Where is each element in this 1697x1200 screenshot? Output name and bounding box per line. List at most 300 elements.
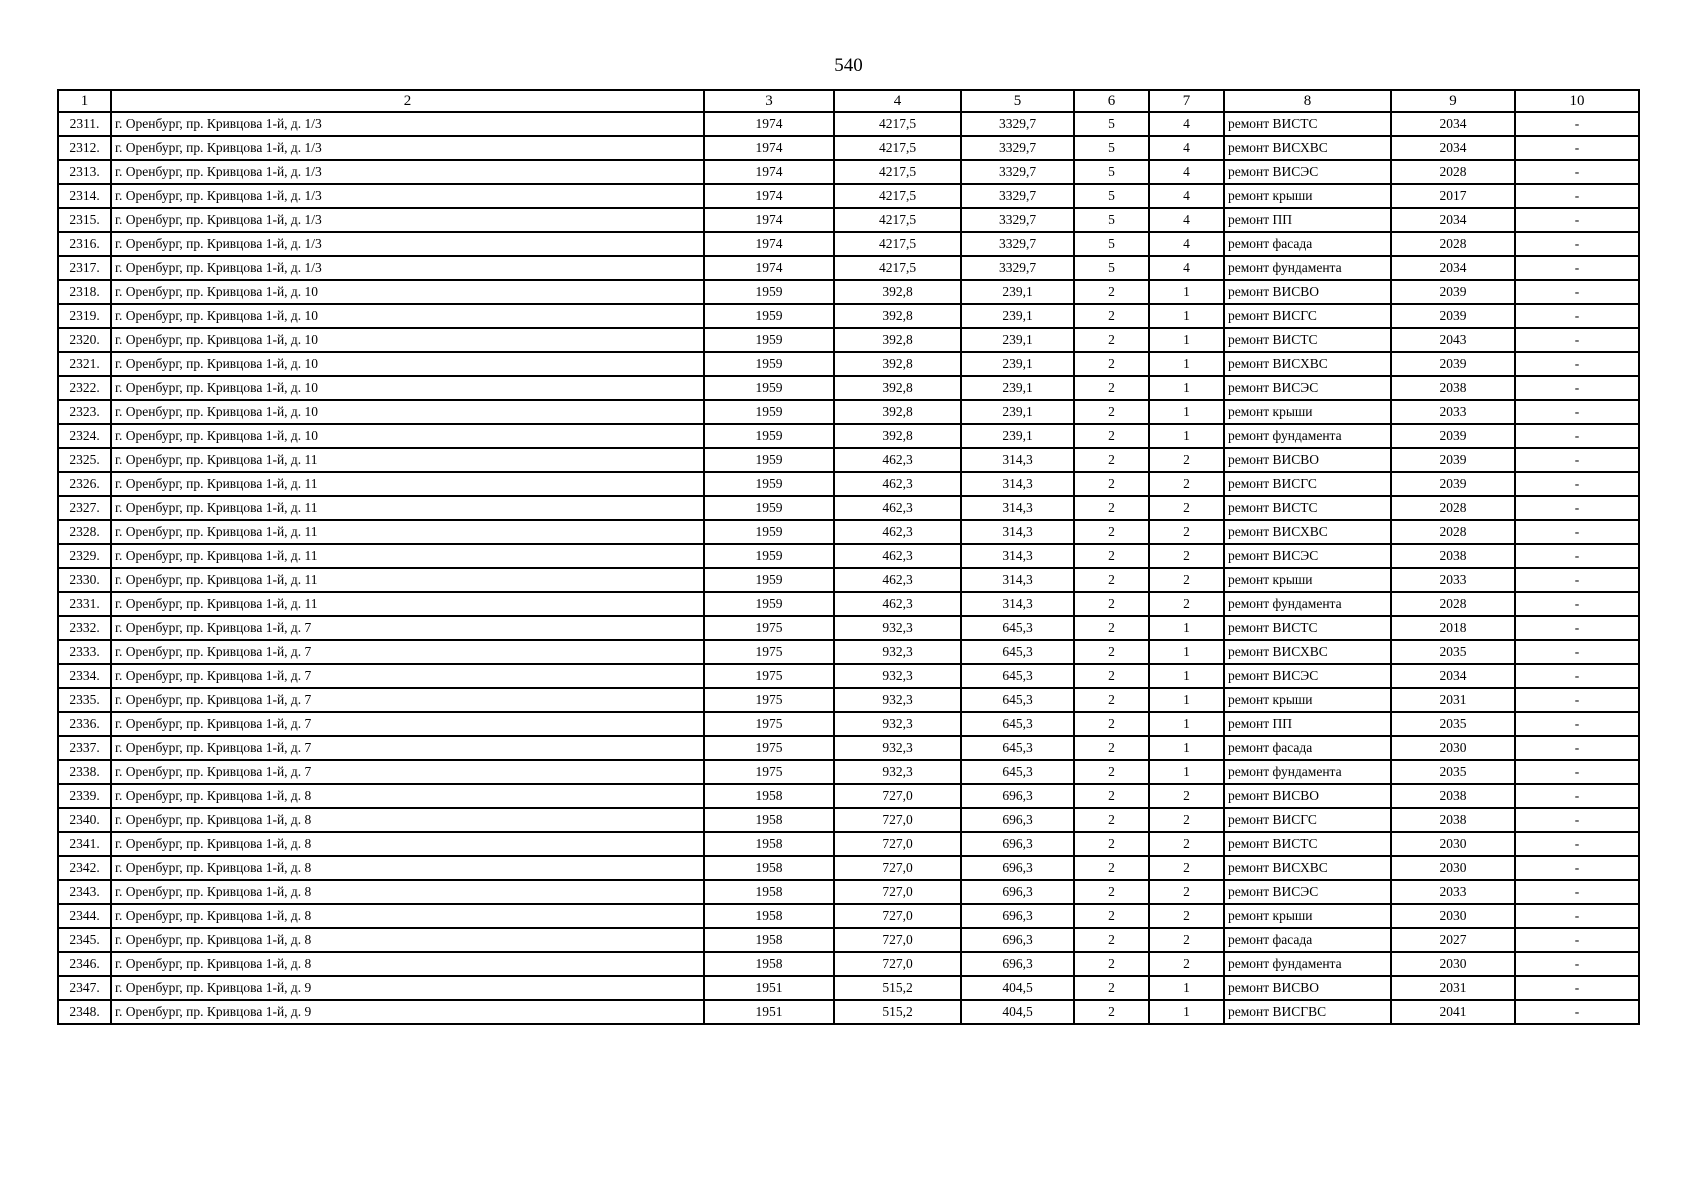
cell-note: - [1515, 736, 1639, 760]
cell-row-number: 2330. [58, 568, 111, 592]
cell-planned-year: 2039 [1391, 280, 1515, 304]
cell-total-area: 727,0 [834, 880, 961, 904]
cell-work-type: ремонт крыши [1224, 568, 1391, 592]
cell-floors: 5 [1074, 184, 1149, 208]
cell-total-area: 932,3 [834, 736, 961, 760]
cell-total-area: 392,8 [834, 304, 961, 328]
cell-note: - [1515, 1000, 1639, 1024]
cell-entrances: 2 [1149, 808, 1224, 832]
cell-planned-year: 2034 [1391, 208, 1515, 232]
cell-floors: 2 [1074, 448, 1149, 472]
cell-floors: 2 [1074, 376, 1149, 400]
cell-note: - [1515, 472, 1639, 496]
cell-address: г. Оренбург, пр. Кривцова 1-й, д. 1/3 [111, 160, 704, 184]
cell-note: - [1515, 592, 1639, 616]
table-row [58, 232, 1639, 256]
cell-entrances: 1 [1149, 688, 1224, 712]
repair-schedule-table [57, 89, 1640, 1025]
cell-total-area: 462,3 [834, 568, 961, 592]
cell-build-year: 1959 [704, 496, 834, 520]
cell-entrances: 1 [1149, 376, 1224, 400]
cell-address: г. Оренбург, пр. Кривцова 1-й, д. 7 [111, 736, 704, 760]
cell-build-year: 1959 [704, 448, 834, 472]
cell-build-year: 1958 [704, 856, 834, 880]
cell-note: - [1515, 400, 1639, 424]
cell-address: г. Оренбург, пр. Кривцова 1-й, д. 10 [111, 376, 704, 400]
cell-floors: 5 [1074, 160, 1149, 184]
cell-living-area: 314,3 [961, 448, 1074, 472]
cell-floors: 2 [1074, 616, 1149, 640]
cell-total-area: 4217,5 [834, 112, 961, 136]
cell-address: г. Оренбург, пр. Кривцова 1-й, д. 7 [111, 664, 704, 688]
cell-total-area: 932,3 [834, 664, 961, 688]
cell-total-area: 462,3 [834, 472, 961, 496]
cell-entrances: 2 [1149, 520, 1224, 544]
table-row [58, 400, 1639, 424]
cell-total-area: 392,8 [834, 400, 961, 424]
cell-total-area: 392,8 [834, 280, 961, 304]
cell-address: г. Оренбург, пр. Кривцова 1-й, д. 1/3 [111, 232, 704, 256]
cell-address: г. Оренбург, пр. Кривцова 1-й, д. 10 [111, 424, 704, 448]
cell-build-year: 1958 [704, 952, 834, 976]
table-row [58, 568, 1639, 592]
cell-total-area: 392,8 [834, 352, 961, 376]
cell-living-area: 3329,7 [961, 136, 1074, 160]
cell-address: г. Оренбург, пр. Кривцова 1-й, д. 8 [111, 808, 704, 832]
table-row [58, 832, 1639, 856]
column-header-4: 4 [834, 90, 961, 112]
cell-total-area: 4217,5 [834, 160, 961, 184]
cell-row-number: 2328. [58, 520, 111, 544]
cell-build-year: 1974 [704, 256, 834, 280]
cell-living-area: 645,3 [961, 736, 1074, 760]
cell-entrances: 2 [1149, 544, 1224, 568]
cell-floors: 2 [1074, 1000, 1149, 1024]
cell-note: - [1515, 664, 1639, 688]
cell-floors: 2 [1074, 904, 1149, 928]
cell-floors: 2 [1074, 712, 1149, 736]
cell-entrances: 4 [1149, 184, 1224, 208]
cell-total-area: 932,3 [834, 760, 961, 784]
cell-floors: 2 [1074, 760, 1149, 784]
cell-address: г. Оренбург, пр. Кривцова 1-й, д. 11 [111, 568, 704, 592]
cell-living-area: 239,1 [961, 424, 1074, 448]
cell-build-year: 1959 [704, 280, 834, 304]
cell-note: - [1515, 424, 1639, 448]
cell-floors: 2 [1074, 496, 1149, 520]
cell-total-area: 392,8 [834, 424, 961, 448]
cell-entrances: 1 [1149, 352, 1224, 376]
table-row [58, 352, 1639, 376]
cell-floors: 5 [1074, 232, 1149, 256]
table-header [58, 90, 1639, 112]
cell-planned-year: 2033 [1391, 400, 1515, 424]
cell-build-year: 1959 [704, 568, 834, 592]
cell-note: - [1515, 280, 1639, 304]
cell-work-type: ремонт ВИСХВС [1224, 640, 1391, 664]
cell-note: - [1515, 496, 1639, 520]
cell-work-type: ремонт фундамента [1224, 952, 1391, 976]
cell-work-type: ремонт ВИСЭС [1224, 544, 1391, 568]
cell-note: - [1515, 976, 1639, 1000]
cell-planned-year: 2030 [1391, 904, 1515, 928]
cell-address: г. Оренбург, пр. Кривцова 1-й, д. 8 [111, 784, 704, 808]
cell-build-year: 1959 [704, 544, 834, 568]
cell-total-area: 462,3 [834, 520, 961, 544]
cell-planned-year: 2033 [1391, 568, 1515, 592]
cell-work-type: ремонт фундамента [1224, 760, 1391, 784]
cell-address: г. Оренбург, пр. Кривцова 1-й, д. 7 [111, 760, 704, 784]
cell-floors: 2 [1074, 880, 1149, 904]
cell-note: - [1515, 952, 1639, 976]
cell-note: - [1515, 568, 1639, 592]
cell-work-type: ремонт ВИСВО [1224, 448, 1391, 472]
cell-row-number: 2339. [58, 784, 111, 808]
cell-note: - [1515, 808, 1639, 832]
cell-floors: 5 [1074, 208, 1149, 232]
cell-total-area: 462,3 [834, 592, 961, 616]
table-row [58, 856, 1639, 880]
cell-entrances: 2 [1149, 880, 1224, 904]
cell-entrances: 2 [1149, 928, 1224, 952]
cell-entrances: 1 [1149, 712, 1224, 736]
cell-living-area: 696,3 [961, 784, 1074, 808]
table-row [58, 712, 1639, 736]
cell-row-number: 2321. [58, 352, 111, 376]
cell-note: - [1515, 784, 1639, 808]
cell-work-type: ремонт фундамента [1224, 256, 1391, 280]
cell-total-area: 932,3 [834, 616, 961, 640]
cell-total-area: 4217,5 [834, 184, 961, 208]
cell-planned-year: 2033 [1391, 880, 1515, 904]
cell-note: - [1515, 184, 1639, 208]
cell-work-type: ремонт ВИСГС [1224, 808, 1391, 832]
cell-row-number: 2319. [58, 304, 111, 328]
table-row [58, 736, 1639, 760]
cell-floors: 2 [1074, 856, 1149, 880]
cell-note: - [1515, 880, 1639, 904]
table-row [58, 640, 1639, 664]
cell-floors: 2 [1074, 688, 1149, 712]
cell-floors: 2 [1074, 400, 1149, 424]
cell-living-area: 314,3 [961, 496, 1074, 520]
cell-work-type: ремонт крыши [1224, 904, 1391, 928]
cell-total-area: 515,2 [834, 976, 961, 1000]
table-row [58, 976, 1639, 1000]
column-header-3: 3 [704, 90, 834, 112]
cell-build-year: 1974 [704, 232, 834, 256]
table-row [58, 952, 1639, 976]
cell-total-area: 4217,5 [834, 136, 961, 160]
cell-work-type: ремонт крыши [1224, 688, 1391, 712]
cell-note: - [1515, 856, 1639, 880]
cell-planned-year: 2041 [1391, 1000, 1515, 1024]
column-header-10: 10 [1515, 90, 1639, 112]
cell-work-type: ремонт ВИСТС [1224, 496, 1391, 520]
cell-planned-year: 2031 [1391, 688, 1515, 712]
cell-floors: 2 [1074, 808, 1149, 832]
cell-row-number: 2318. [58, 280, 111, 304]
cell-row-number: 2335. [58, 688, 111, 712]
cell-total-area: 727,0 [834, 832, 961, 856]
cell-row-number: 2320. [58, 328, 111, 352]
cell-work-type: ремонт ВИСТС [1224, 328, 1391, 352]
cell-build-year: 1974 [704, 112, 834, 136]
cell-floors: 2 [1074, 328, 1149, 352]
cell-entrances: 2 [1149, 784, 1224, 808]
cell-build-year: 1975 [704, 736, 834, 760]
cell-note: - [1515, 208, 1639, 232]
table-row [58, 760, 1639, 784]
cell-row-number: 2347. [58, 976, 111, 1000]
cell-note: - [1515, 448, 1639, 472]
cell-address: г. Оренбург, пр. Кривцова 1-й, д. 11 [111, 496, 704, 520]
cell-row-number: 2327. [58, 496, 111, 520]
cell-floors: 2 [1074, 352, 1149, 376]
cell-living-area: 645,3 [961, 616, 1074, 640]
cell-build-year: 1959 [704, 304, 834, 328]
cell-address: г. Оренбург, пр. Кривцова 1-й, д. 1/3 [111, 112, 704, 136]
cell-entrances: 2 [1149, 496, 1224, 520]
cell-entrances: 1 [1149, 280, 1224, 304]
cell-address: г. Оренбург, пр. Кривцова 1-й, д. 8 [111, 880, 704, 904]
cell-entrances: 4 [1149, 160, 1224, 184]
cell-planned-year: 2039 [1391, 424, 1515, 448]
cell-entrances: 2 [1149, 904, 1224, 928]
cell-entrances: 2 [1149, 472, 1224, 496]
cell-planned-year: 2039 [1391, 352, 1515, 376]
cell-floors: 2 [1074, 952, 1149, 976]
cell-build-year: 1959 [704, 328, 834, 352]
cell-entrances: 2 [1149, 832, 1224, 856]
cell-planned-year: 2028 [1391, 232, 1515, 256]
cell-build-year: 1974 [704, 208, 834, 232]
cell-build-year: 1974 [704, 136, 834, 160]
cell-note: - [1515, 232, 1639, 256]
cell-note: - [1515, 136, 1639, 160]
cell-total-area: 727,0 [834, 928, 961, 952]
cell-work-type: ремонт крыши [1224, 400, 1391, 424]
cell-planned-year: 2028 [1391, 592, 1515, 616]
cell-living-area: 404,5 [961, 1000, 1074, 1024]
cell-build-year: 1958 [704, 832, 834, 856]
cell-row-number: 2311. [58, 112, 111, 136]
table-row [58, 784, 1639, 808]
cell-entrances: 1 [1149, 664, 1224, 688]
cell-work-type: ремонт ПП [1224, 712, 1391, 736]
cell-entrances: 1 [1149, 640, 1224, 664]
cell-note: - [1515, 616, 1639, 640]
cell-planned-year: 2034 [1391, 112, 1515, 136]
cell-entrances: 1 [1149, 328, 1224, 352]
cell-row-number: 2326. [58, 472, 111, 496]
cell-floors: 5 [1074, 136, 1149, 160]
cell-work-type: ремонт крыши [1224, 184, 1391, 208]
cell-build-year: 1974 [704, 184, 834, 208]
cell-work-type: ремонт ВИСГС [1224, 472, 1391, 496]
cell-total-area: 727,0 [834, 784, 961, 808]
cell-note: - [1515, 520, 1639, 544]
cell-row-number: 2342. [58, 856, 111, 880]
cell-row-number: 2341. [58, 832, 111, 856]
cell-work-type: ремонт фасада [1224, 736, 1391, 760]
cell-planned-year: 2035 [1391, 712, 1515, 736]
cell-total-area: 462,3 [834, 544, 961, 568]
cell-living-area: 645,3 [961, 640, 1074, 664]
cell-entrances: 2 [1149, 952, 1224, 976]
cell-total-area: 515,2 [834, 1000, 961, 1024]
cell-note: - [1515, 328, 1639, 352]
cell-living-area: 696,3 [961, 928, 1074, 952]
cell-floors: 2 [1074, 568, 1149, 592]
cell-total-area: 4217,5 [834, 208, 961, 232]
cell-floors: 2 [1074, 424, 1149, 448]
cell-floors: 5 [1074, 256, 1149, 280]
cell-build-year: 1959 [704, 592, 834, 616]
column-header-5: 5 [961, 90, 1074, 112]
cell-living-area: 696,3 [961, 832, 1074, 856]
cell-total-area: 392,8 [834, 376, 961, 400]
cell-row-number: 2314. [58, 184, 111, 208]
cell-work-type: ремонт ВИСГВС [1224, 1000, 1391, 1024]
cell-address: г. Оренбург, пр. Кривцова 1-й, д. 11 [111, 448, 704, 472]
cell-living-area: 3329,7 [961, 160, 1074, 184]
cell-work-type: ремонт ВИСЭС [1224, 880, 1391, 904]
cell-total-area: 462,3 [834, 496, 961, 520]
cell-living-area: 696,3 [961, 904, 1074, 928]
cell-build-year: 1959 [704, 520, 834, 544]
cell-address: г. Оренбург, пр. Кривцова 1-й, д. 11 [111, 544, 704, 568]
cell-planned-year: 2043 [1391, 328, 1515, 352]
cell-work-type: ремонт фасада [1224, 232, 1391, 256]
cell-row-number: 2312. [58, 136, 111, 160]
table-row [58, 472, 1639, 496]
cell-work-type: ремонт ВИСТС [1224, 112, 1391, 136]
cell-row-number: 2324. [58, 424, 111, 448]
cell-planned-year: 2030 [1391, 952, 1515, 976]
cell-row-number: 2337. [58, 736, 111, 760]
cell-note: - [1515, 760, 1639, 784]
table-row [58, 592, 1639, 616]
cell-address: г. Оренбург, пр. Кривцова 1-й, д. 7 [111, 640, 704, 664]
page-number: 540 [834, 55, 863, 76]
cell-living-area: 696,3 [961, 952, 1074, 976]
cell-build-year: 1959 [704, 400, 834, 424]
cell-build-year: 1951 [704, 976, 834, 1000]
cell-address: г. Оренбург, пр. Кривцова 1-й, д. 10 [111, 328, 704, 352]
cell-row-number: 2338. [58, 760, 111, 784]
column-header-7: 7 [1149, 90, 1224, 112]
cell-work-type: ремонт ВИСХВС [1224, 520, 1391, 544]
cell-entrances: 4 [1149, 208, 1224, 232]
cell-entrances: 4 [1149, 256, 1224, 280]
cell-total-area: 932,3 [834, 688, 961, 712]
table-row [58, 184, 1639, 208]
cell-floors: 2 [1074, 544, 1149, 568]
cell-total-area: 932,3 [834, 712, 961, 736]
cell-entrances: 1 [1149, 976, 1224, 1000]
table-row [58, 304, 1639, 328]
table-row [58, 160, 1639, 184]
cell-entrances: 4 [1149, 136, 1224, 160]
cell-work-type: ремонт ВИСГС [1224, 304, 1391, 328]
cell-floors: 2 [1074, 592, 1149, 616]
cell-address: г. Оренбург, пр. Кривцова 1-й, д. 10 [111, 304, 704, 328]
cell-row-number: 2315. [58, 208, 111, 232]
cell-planned-year: 2038 [1391, 376, 1515, 400]
cell-planned-year: 2038 [1391, 544, 1515, 568]
cell-build-year: 1975 [704, 664, 834, 688]
cell-entrances: 1 [1149, 304, 1224, 328]
cell-living-area: 3329,7 [961, 232, 1074, 256]
cell-address: г. Оренбург, пр. Кривцова 1-й, д. 10 [111, 400, 704, 424]
cell-living-area: 3329,7 [961, 184, 1074, 208]
cell-address: г. Оренбург, пр. Кривцова 1-й, д. 9 [111, 1000, 704, 1024]
cell-address: г. Оренбург, пр. Кривцова 1-й, д. 10 [111, 352, 704, 376]
cell-planned-year: 2035 [1391, 760, 1515, 784]
cell-living-area: 239,1 [961, 328, 1074, 352]
cell-floors: 2 [1074, 736, 1149, 760]
cell-address: г. Оренбург, пр. Кривцова 1-й, д. 1/3 [111, 184, 704, 208]
cell-planned-year: 2018 [1391, 616, 1515, 640]
cell-living-area: 3329,7 [961, 256, 1074, 280]
cell-entrances: 2 [1149, 568, 1224, 592]
cell-work-type: ремонт ВИСЭС [1224, 664, 1391, 688]
cell-address: г. Оренбург, пр. Кривцова 1-й, д. 8 [111, 832, 704, 856]
cell-entrances: 1 [1149, 400, 1224, 424]
cell-work-type: ремонт фундамента [1224, 424, 1391, 448]
cell-living-area: 239,1 [961, 376, 1074, 400]
cell-planned-year: 2034 [1391, 664, 1515, 688]
cell-living-area: 645,3 [961, 712, 1074, 736]
cell-entrances: 1 [1149, 1000, 1224, 1024]
cell-living-area: 314,3 [961, 544, 1074, 568]
cell-address: г. Оренбург, пр. Кривцова 1-й, д. 8 [111, 928, 704, 952]
cell-planned-year: 2028 [1391, 520, 1515, 544]
cell-living-area: 696,3 [961, 808, 1074, 832]
cell-living-area: 239,1 [961, 352, 1074, 376]
cell-note: - [1515, 928, 1639, 952]
cell-work-type: ремонт ВИСВО [1224, 280, 1391, 304]
cell-address: г. Оренбург, пр. Кривцова 1-й, д. 8 [111, 904, 704, 928]
cell-planned-year: 2031 [1391, 976, 1515, 1000]
cell-entrances: 1 [1149, 616, 1224, 640]
cell-planned-year: 2034 [1391, 136, 1515, 160]
cell-planned-year: 2017 [1391, 184, 1515, 208]
cell-address: г. Оренбург, пр. Кривцова 1-й, д. 1/3 [111, 208, 704, 232]
cell-planned-year: 2038 [1391, 808, 1515, 832]
cell-build-year: 1958 [704, 784, 834, 808]
cell-row-number: 2317. [58, 256, 111, 280]
cell-floors: 2 [1074, 664, 1149, 688]
cell-living-area: 645,3 [961, 760, 1074, 784]
cell-floors: 2 [1074, 976, 1149, 1000]
table-row [58, 280, 1639, 304]
cell-work-type: ремонт ПП [1224, 208, 1391, 232]
cell-address: г. Оренбург, пр. Кривцова 1-й, д. 8 [111, 856, 704, 880]
table-row [58, 1000, 1639, 1024]
cell-note: - [1515, 376, 1639, 400]
cell-floors: 2 [1074, 472, 1149, 496]
cell-work-type: ремонт ВИСЭС [1224, 160, 1391, 184]
cell-entrances: 1 [1149, 760, 1224, 784]
table-row [58, 904, 1639, 928]
cell-total-area: 727,0 [834, 808, 961, 832]
cell-row-number: 2329. [58, 544, 111, 568]
cell-row-number: 2325. [58, 448, 111, 472]
cell-row-number: 2336. [58, 712, 111, 736]
cell-floors: 2 [1074, 304, 1149, 328]
